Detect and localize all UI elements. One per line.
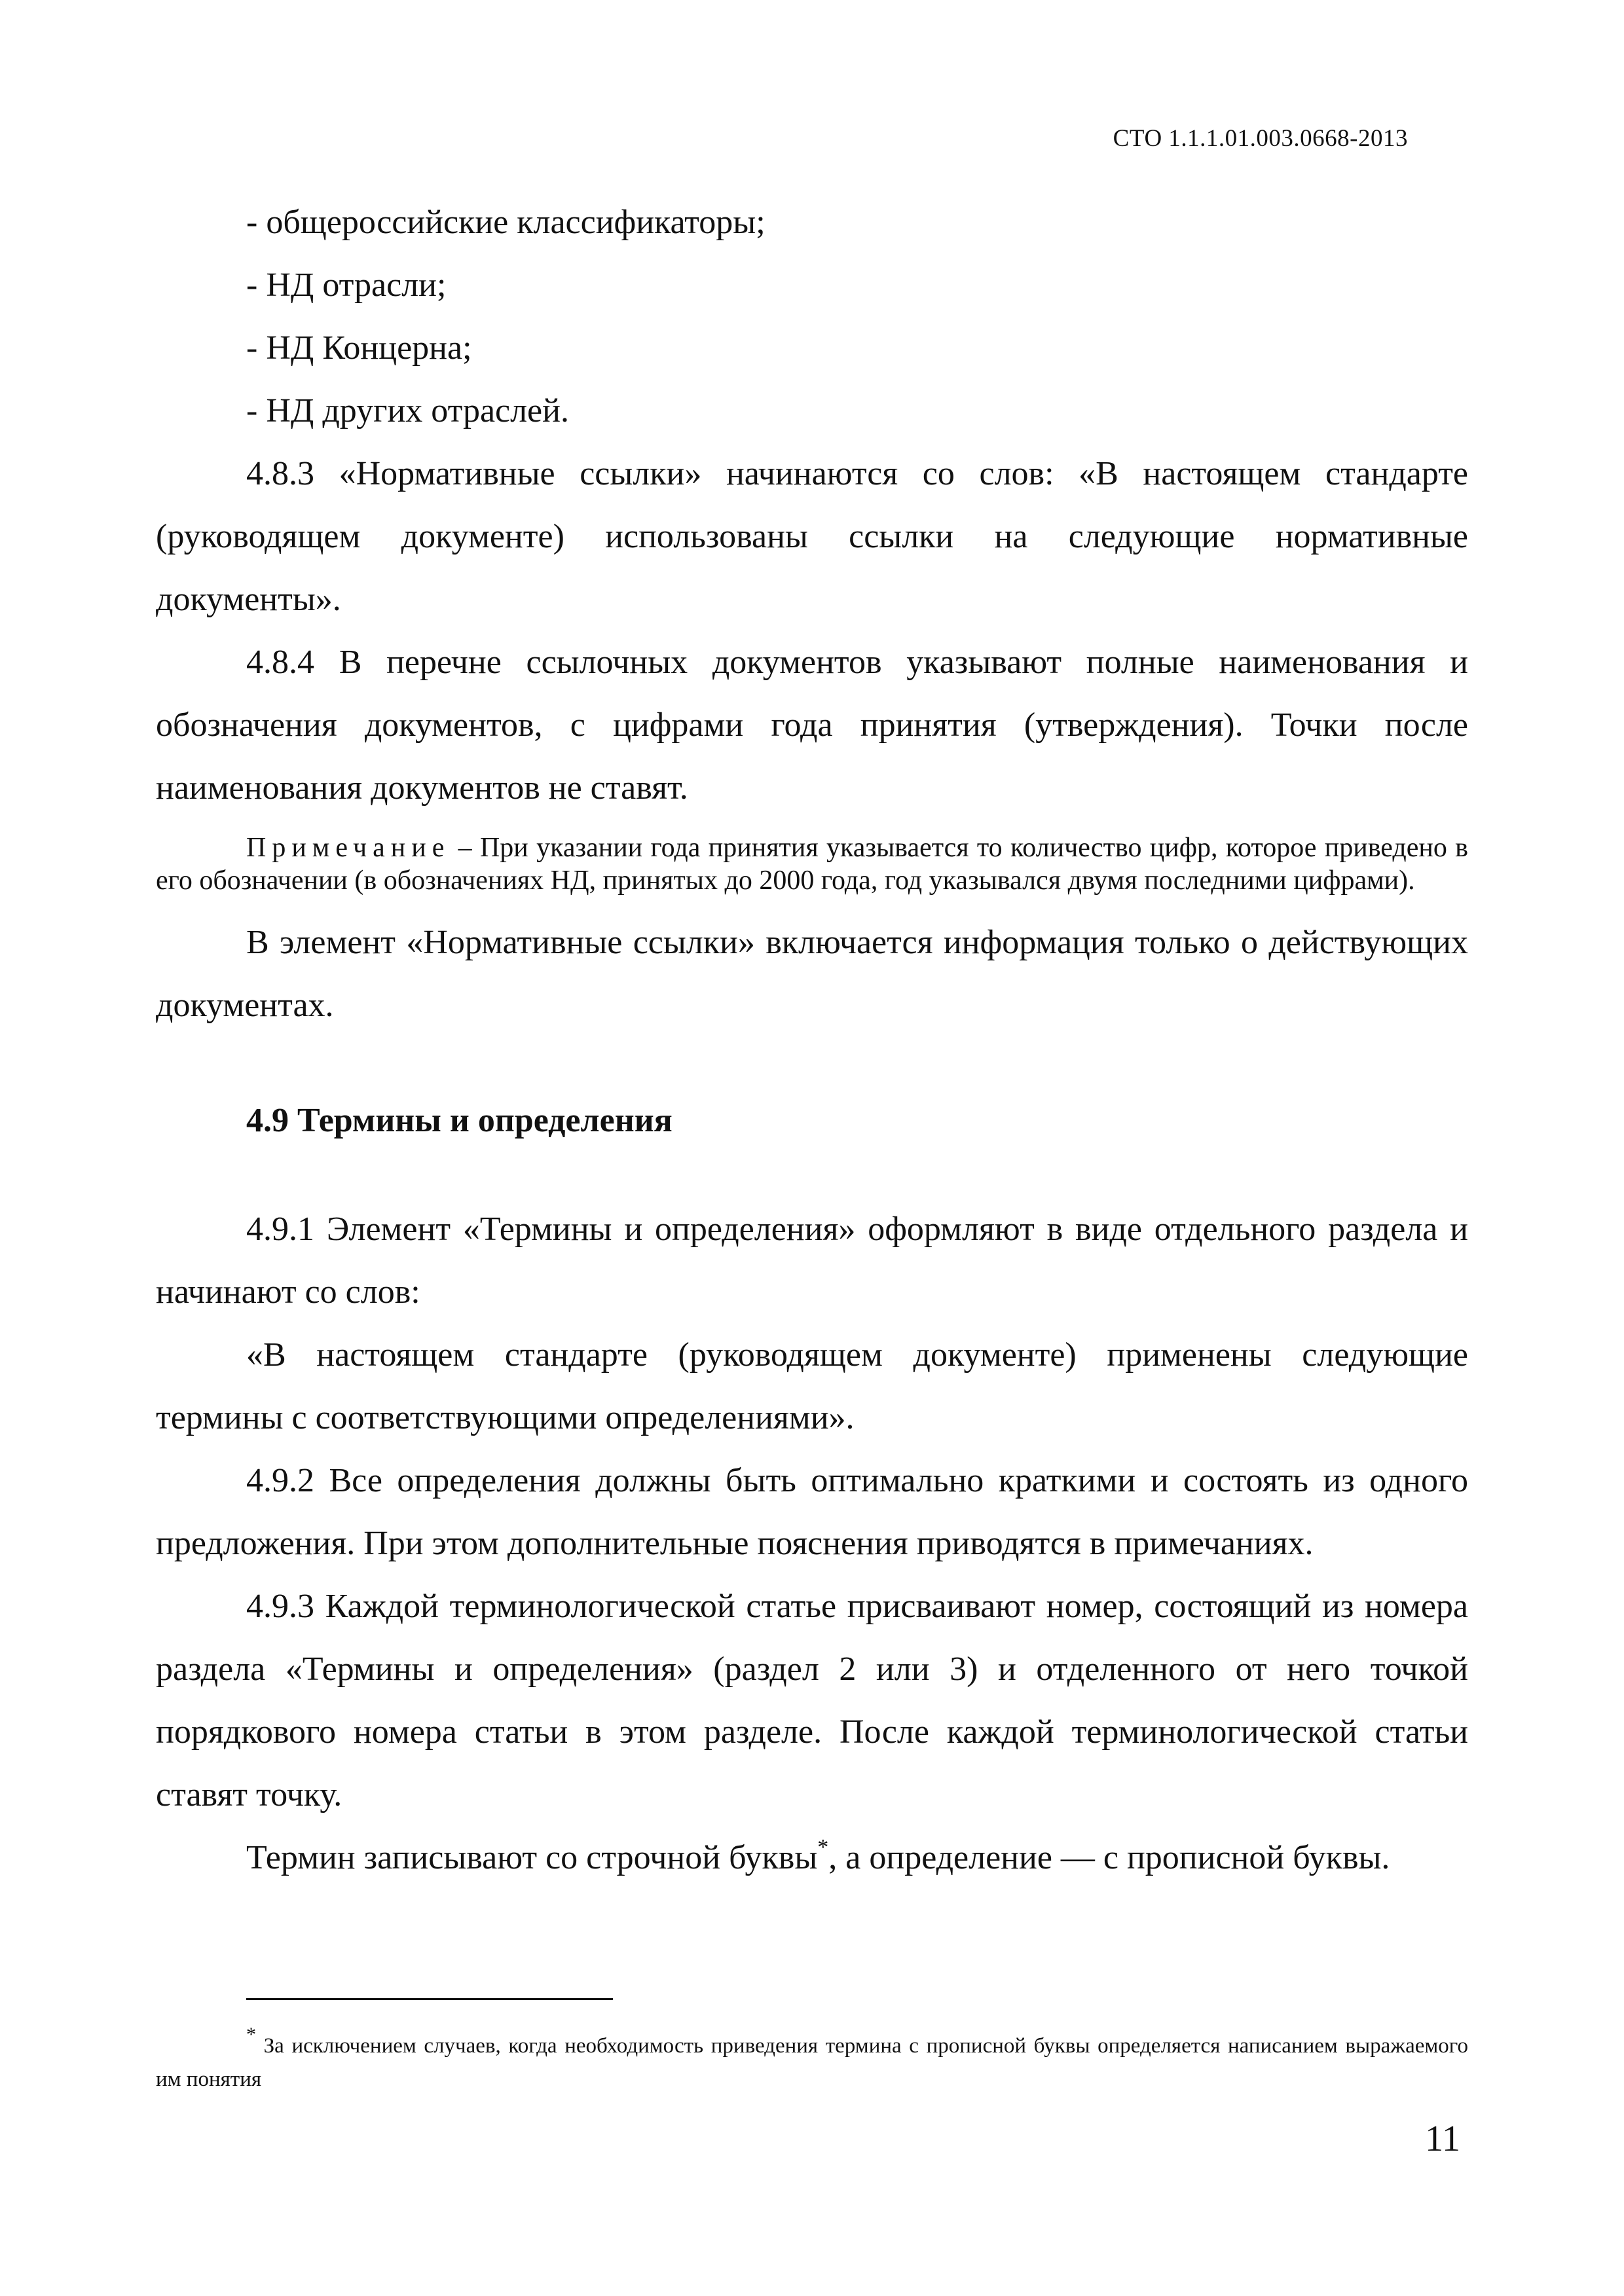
list-item: - общероссийские классификаторы; [246, 204, 766, 241]
page-number: 11 [1425, 2119, 1460, 2159]
document-body [156, 191, 1468, 1893]
footnote-mark: * [246, 2024, 256, 2045]
list-item: - НД отрасли; [246, 266, 447, 304]
footnote [156, 2024, 1468, 2096]
list-item: - НД Концерна; [246, 329, 472, 367]
paragraph-4-8-4: 4.8.4 В перечне ссылочных документов указывают полные наименования и обозначения документов, с цифрами года принятия (утверждения). Точки после наименования документов не ставят. [156, 644, 1468, 807]
note-label: Примечание [246, 833, 451, 863]
paragraph-4-9-3: 4.9.3 Каждой терминологической статье присваивают номер, состоящий из номера раздела «Термины и определения» (раздел 2 или 3) и отделенного от него точкой порядкового номера статьи в этом разделе. После каждой терминологической статьи ставят точку. [156, 1588, 1468, 1813]
footnote-text: За исключением случаев, когда необходимость приведения термина с прописной буквы определяется написанием выражаемого им понятия [156, 2034, 1468, 2091]
footnote-reference: * [817, 1835, 829, 1859]
note [156, 831, 1468, 897]
term-text-start: Термин записывают со строчной буквы [246, 1839, 818, 1876]
paragraph-term-case [156, 1827, 1468, 1893]
paragraph-4-9-1: 4.9.1 Элемент «Термины и определения» оформляют в виде отдельного раздела и начинают со слов: [156, 1211, 1468, 1311]
section-heading: 4.9 Термины и определения [246, 1102, 673, 1139]
note-text: – При указании года принятия указывается то количество цифр, которое приведено в его обозначении (в обозначениях НД, принятых до 2000 года, год указывался двумя последними цифрами). [156, 833, 1468, 896]
document-code: СТО 1.1.1.01.003.0668-2013 [1113, 125, 1408, 152]
term-text-end: , а определение — с прописной буквы. [828, 1839, 1390, 1876]
list-item: - НД других отраслей. [246, 392, 569, 429]
paragraph-normative-refs-info: В элемент «Нормативные ссылки» включается информация только о действующих документах. [156, 924, 1468, 1024]
paragraph-quote: «В настоящем стандарте (руководящем документе) применены следующие термины с соответствующими определениями». [156, 1336, 1468, 1436]
paragraph-4-8-3: 4.8.3 «Нормативные ссылки» начинаются со слов: «В настоящем стандарте (руководящем документе) использованы ссылки на следующие нормативные документы». [156, 455, 1468, 618]
footnote-divider [246, 1998, 613, 2000]
paragraph-4-9-2: 4.9.2 Все определения должны быть оптимально краткими и состоять из одного предложения. При этом дополнительные пояснения приводятся в примечаниях. [156, 1462, 1468, 1562]
